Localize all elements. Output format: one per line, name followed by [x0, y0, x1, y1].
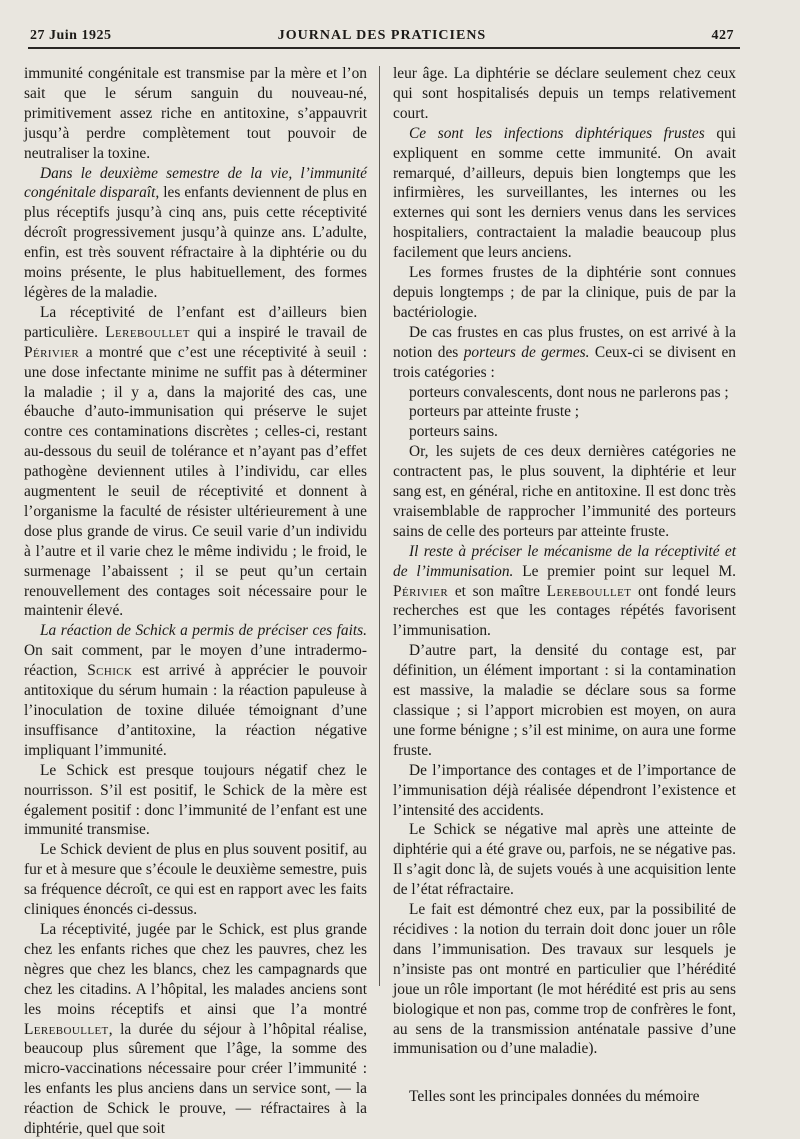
- author-name: Lereboullet: [546, 582, 632, 600]
- italic-lead: Dans le deuxième semestre de la vie, l’immunité congénitale disparaît,: [24, 164, 367, 202]
- paragraph: Les formes frustes de la diphtérie sont connues depuis longtemps ; de par la clinique, puis de par la bactériologie.: [393, 264, 736, 321]
- paragraph: La réceptivité, jugée par le Schick, est plus grande chez les enfants riches que chez les pauvres, chez les nègres que chez les blancs, chez les campagnards que chez les citadins. A l’hôpital, les malades anciens sont les moins réceptifs et ainsi que l’a montré Lereboullet, la durée du séjour à l’hôpital réalise, beaucoup plus sûrement que l’âge, la somme des micro-vaccinations nécessaire pour créer l’immunité : les enfants les plus anciens dans un service sont, — la réaction de Schick le prouve, — réfractaires à la diphtérie, quel que soit: [24, 920, 367, 1138]
- paragraph: La réceptivité de l’enfant est d’ailleurs bien particulière. Lereboullet qui a inspiré le travail de Périvier a montré que c’est une réceptivité à seuil : une dose infectante minime ne suffit pas à déterminer la maladie ; il y a, dans la majorité des cas, une ébauche d’auto-immunisation qui préserve le sujet contre ces contaminations discrètes ; celles-ci, restant au-dessous du seuil de tolérance et n’ayant pas d’effet pathogène deviennent utiles à l’individu, car elles augmentent le seuil de réceptivité et donnent à l’organisme la faculté de résister ultérieurement à une dose plus grande de virus. Ce seuil varie d’un individu à l’autre et il varie chez le même individu ; le froid, le surmenage l’abaissent ; il se peut qu’un certain renouvellement des contages soit nécessaire pour le maintenir élevé.: [24, 303, 368, 620]
- paragraph: Le Schick est presque toujours négatif chez le nourrisson. S’il est positif, le Schick de la mère est également positif : donc l’immunité de l’enfant est une immunité transmise.: [24, 761, 367, 839]
- paragraph: Il reste à préciser le mécanisme de la réceptivité et de l’immunisation. Le premier point sur lequel M. Périvier et son maître Lereboullet ont fondé leurs recherches est que les contages répétés favorisent l’immunisation.: [393, 542, 736, 640]
- journal-title: JOURNAL DES PRATICIENS: [277, 28, 487, 43]
- paragraph: Le Schick se négative mal après une atteinte de diphtérie qui a été grave ou, parfois, ne se négative pas. Il s’agit donc là, de sujets voués à une acquisition lente de l’état réfractaire.: [393, 821, 736, 899]
- paragraph: leur âge. La diphtérie se déclare seulement chez ceux qui sont hospitalisés depuis un temps relativement court.: [393, 65, 736, 122]
- paragraph: immunité congénitale est transmise par la mère et l’on sait que le sérum sanguin du nouveau-né, primitivement assez riche en antitoxine, s’appauvrit jusqu’à perdre complètement tout pouvoir de neutraliser la toxine.: [24, 65, 367, 162]
- left-column: [24, 64, 367, 1139]
- paragraph: La réaction de Schick a permis de préciser ces faits. On sait comment, par le moyen d’une intradermo-réaction, Schick est arrivé à apprécier le pouvoir antitoxique du sérum humain : la réaction papuleuse à l’inoculation de toxine diluée témoignant d’une insuffisance d’antitoxine, la réaction négative impliquant l’immunité.: [24, 622, 368, 759]
- italic-lead: La réaction de Schick a permis de préciser ces faits.: [40, 622, 367, 640]
- right-column: [393, 64, 736, 1107]
- paragraph: Ce sont les infections diphtériques frustes qui expliquent en somme cette immunité. On avait remarqué, d’ailleurs, depuis bien longtemps que les infirmières, les surveillantes, les internes ou les externes qui sont les derniers venus dans les services hospitaliers, contractaient la maladie beaucoup plus facilement que leurs anciens.: [393, 124, 737, 262]
- author-name: Lereboullet: [24, 1020, 109, 1038]
- paragraph: Or, les sujets de ces deux dernières catégories ne contractent pas, le plus souvent, la diphtérie et leur sang est, en général, riche en antitoxine. Il est donc très vraisemblable de rapprocher l’immunité des porteurs sains de celle des porteurs par atteinte fruste.: [393, 443, 736, 540]
- paragraph: Telles sont les principales données du mémoire: [409, 1088, 700, 1106]
- header-rule: [28, 47, 740, 49]
- author-name: Périvier: [393, 582, 449, 600]
- column-divider: [379, 66, 380, 986]
- author-name: Lereboullet: [105, 323, 190, 341]
- paragraph: Dans le deuxième semestre de la vie, l’immunité congénitale disparaît, les enfants deviennent de plus en plus réceptifs jusqu’à cinq ans, puis cette réceptivité décroît progressivement jusqu’à quinze ans. L’adulte, enfin, est très souvent réfractaire à la diphtérie ou du moins présente, le plus habituellement, des formes légères de la maladie.: [24, 164, 367, 301]
- list-item: porteurs convalescents, dont nous ne parlerons pas ;: [409, 383, 729, 401]
- paragraph: Le fait est démontré chez eux, par la possibilité de récidives : la notion du terrain doit donc jouer un rôle dans l’immunisation. Des travaux sur lesquels je n’insiste pas ont montré en particulier que l’hérédité joue un rôle important (le mot hérédité est pris au sens biologique et non pas, comme trop de confrères le font, au sens de la transmission anténatale passive d’une immunisation ou d’une maladie).: [393, 901, 736, 1058]
- italic-lead: Ce sont les infections diphtériques frustes: [409, 124, 705, 142]
- author-name: Schick: [87, 662, 133, 680]
- paragraph: De cas frustes en cas plus frustes, on est arrivé à la notion des porteurs de germes. Ceux-ci se divisent en trois catégories :: [393, 323, 736, 381]
- running-header: [30, 24, 734, 48]
- header-date: 27 Juin 1925: [30, 28, 112, 43]
- list-item: porteurs par atteinte fruste ;: [409, 403, 580, 421]
- page-number: 427: [711, 28, 734, 43]
- paragraph: De l’importance des contages et de l’importance de l’immunisation déjà réalisée dépendront l’existence et l’intensité des accidents.: [393, 761, 736, 819]
- list-item: porteurs sains.: [409, 423, 498, 441]
- italic-lead: Il reste à préciser le mécanisme de la réceptivité et de l’immunisation.: [393, 542, 736, 580]
- paragraph: D’autre part, la densité du contage est, par définition, un élément important : si la contamination est massive, la maladie se déclare sous sa forme classique ; si l’apport microbien est moyen, on aura une forme bénigne ; s’il est minime, on aura une forme fruste.: [393, 642, 736, 759]
- italic-term: porteurs de germes.: [463, 343, 590, 361]
- paragraph: Le Schick devient de plus en plus souvent positif, au fur et à mesure que s’écoule le deuxième semestre, puis sa fréquence décroît, ce qui est en rapport avec les faits cliniques énoncés ci-dessus.: [24, 841, 367, 919]
- author-name: Périvier: [24, 343, 80, 361]
